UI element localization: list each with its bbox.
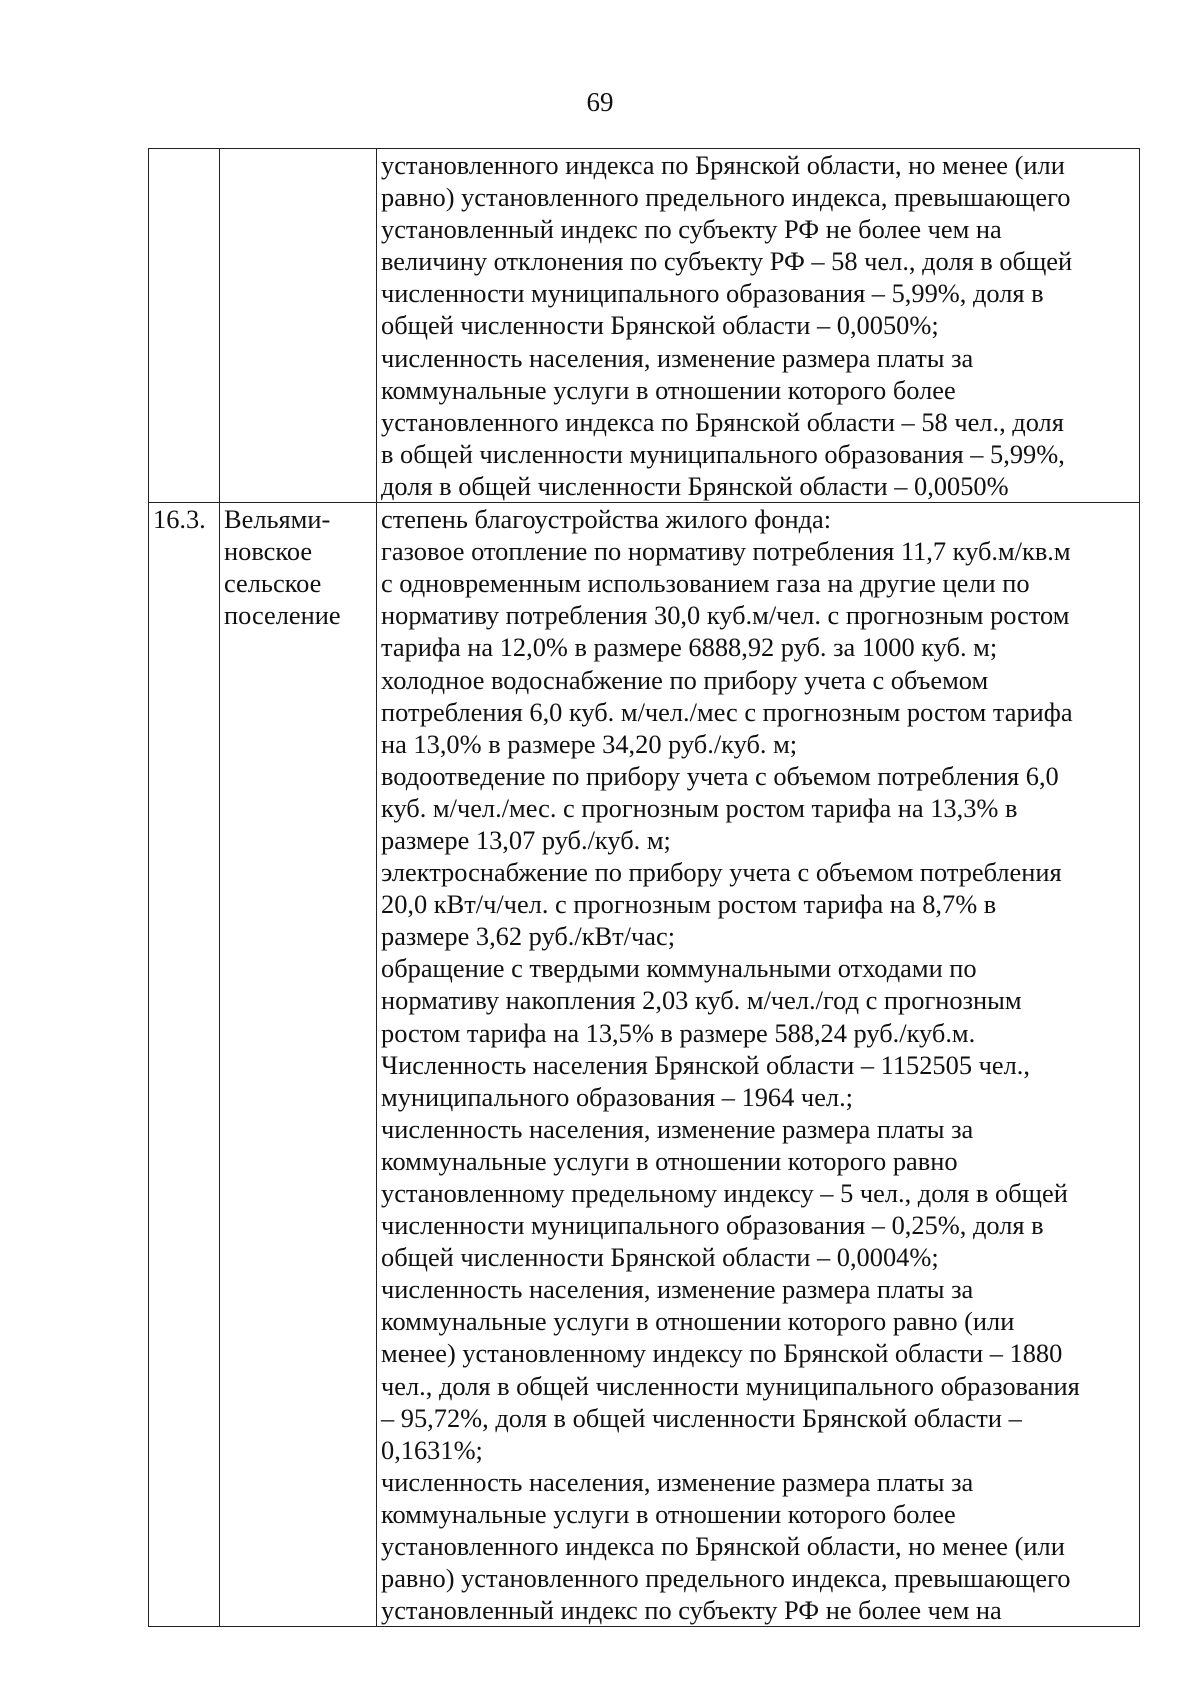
text-line: установленного индекса по Брянской области – 58 чел., доля bbox=[381, 406, 1064, 437]
text-line: установленный индекс по субъекту РФ не более чем на bbox=[381, 214, 1002, 245]
text-line: размере 13,07 руб./куб. м; bbox=[381, 824, 671, 855]
text-line: сельское bbox=[224, 568, 322, 599]
text-line: муниципального образования – 1964 чел.; bbox=[381, 1081, 854, 1112]
text-line: потребления 6,0 куб. м/чел./мес с прогнозным ростом тарифа bbox=[381, 696, 1073, 727]
text-line: размере 3,62 руб./кВт/час; bbox=[381, 921, 676, 952]
text-line: степень благоустройства жилого фонда: bbox=[381, 504, 832, 535]
text-line: 0,1631%; bbox=[381, 1434, 483, 1465]
text-line: численности муниципального образования – 0,25%, доля в bbox=[381, 1210, 1044, 1241]
text-line: коммунальные услуги в отношении которого равно bbox=[381, 1145, 958, 1176]
text-line: в общей численности муниципального образования – 5,99%, bbox=[381, 438, 1065, 469]
text-line: электроснабжение по прибору учета с объемом потребления bbox=[381, 857, 1062, 888]
row-number-cell: 16.3. bbox=[149, 503, 220, 1627]
text-line: коммунальные услуги в отношении которого более bbox=[381, 374, 956, 405]
text-line: общей численности Брянской области – 0,0004%; bbox=[381, 1242, 939, 1273]
text-line: Вельями- bbox=[224, 504, 331, 535]
text-line: нормативу накопления 2,03 куб. м/чел./год с прогнозным bbox=[381, 985, 1022, 1016]
text-line: установленного индекса по Брянской области, но менее (или bbox=[381, 150, 1065, 180]
text-line: равно) установленного предельного индекса, превышающего bbox=[381, 182, 1071, 213]
text-line: доля в общей численности Брянской области – 0,0050% bbox=[381, 470, 1009, 501]
table-row-16-3 bbox=[149, 503, 1140, 1627]
text-line: холодное водоснабжение по прибору учета с объемом bbox=[381, 664, 989, 695]
municipality-name-cell bbox=[220, 503, 377, 1627]
text-line: величину отклонения по субъекту РФ – 58 чел., доля в общей bbox=[381, 246, 1073, 277]
text-line: нормативу потребления 30,0 куб.м/чел. с прогнозным ростом bbox=[381, 600, 1070, 631]
text-line: газовое отопление по нормативу потребления 11,7 куб.м/кв.м bbox=[381, 536, 1071, 567]
text-line: тарифа на 12,0% в размере 6888,92 руб. за 1000 куб. м; bbox=[381, 632, 998, 663]
text-line: численность населения, изменение размера платы за bbox=[381, 342, 974, 373]
text-line: коммунальные услуги в отношении которого равно (или bbox=[381, 1306, 1015, 1337]
row-number-cell bbox=[149, 149, 220, 503]
table-row-continuation bbox=[149, 149, 1140, 503]
text-line: поселение bbox=[224, 600, 341, 631]
description-cell bbox=[377, 149, 1140, 503]
text-line: – 95,72%, доля в общей численности Брянской области – bbox=[381, 1402, 1022, 1433]
page-number: 69 bbox=[586, 87, 614, 117]
text-line: установленного индекса по Брянской области, но менее (или bbox=[381, 1531, 1065, 1562]
description-cell bbox=[377, 503, 1140, 1627]
document-table bbox=[148, 148, 1140, 1627]
text-line: численности муниципального образования – 5,99%, доля в bbox=[381, 278, 1044, 309]
municipality-name-cell bbox=[220, 149, 377, 503]
text-line: водоотведение по прибору учета с объемом потребления 6,0 bbox=[381, 760, 1059, 791]
text-line: 20,0 кВт/ч/чел. с прогнозным ростом тарифа на 8,7% в bbox=[381, 889, 997, 920]
text-line: коммунальные услуги в отношении которого более bbox=[381, 1498, 956, 1529]
text-line: Численность населения Брянской области – 1152505 чел., bbox=[381, 1049, 1030, 1080]
text-line: чел., доля в общей численности муниципального образования bbox=[381, 1370, 1080, 1401]
text-line: установленный индекс по субъекту РФ не более чем на bbox=[381, 1595, 1002, 1626]
text-line: новское bbox=[224, 536, 313, 567]
text-line: численность населения, изменение размера платы за bbox=[381, 1274, 974, 1305]
text-line: общей численности Брянской области – 0,0050%; bbox=[381, 310, 939, 341]
text-line: на 13,0% в размере 34,20 руб./куб. м; bbox=[381, 728, 798, 759]
text-line: обращение с твердыми коммунальными отходами по bbox=[381, 953, 977, 984]
text-line: с одновременным использованием газа на другие цели по bbox=[381, 568, 1030, 599]
text-line: численность населения, изменение размера платы за bbox=[381, 1466, 974, 1497]
text-line: равно) установленного предельного индекса, превышающего bbox=[381, 1563, 1071, 1594]
text-line: установленному предельному индексу – 5 чел., доля в общей bbox=[381, 1178, 1068, 1208]
text-line: численность населения, изменение размера платы за bbox=[381, 1113, 974, 1144]
text-line: куб. м/чел./мес. с прогнозным ростом тарифа на 13,3% в bbox=[381, 792, 1018, 823]
text-line: менее) установленному индексу по Брянской области – 1880 bbox=[381, 1338, 1063, 1369]
text-line: ростом тарифа на 13,5% в размере 588,24 руб./куб.м. bbox=[381, 1017, 976, 1048]
